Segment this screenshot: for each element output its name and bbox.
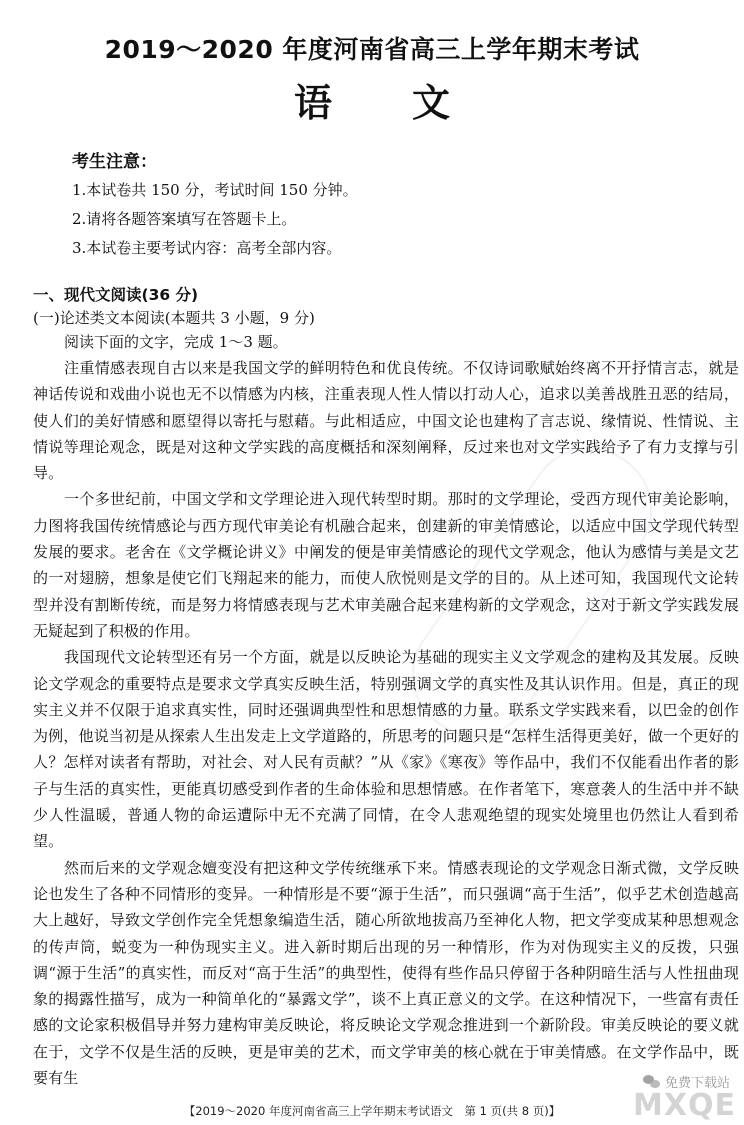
passage-paragraph: 然而后来的文学观念嬗变没有把这种文学传统继承下来。情感表现论的文学观念日渐式微，文学反映论也发生了各种不同情形的变异。一种情形是不要“源于生活”，而只强调“高于生活”，似乎艺术创造越高大上越好，导致文学创作完全凭想象编造生活，随心所欲地拔高乃至神化人物，把文学变成某种思想观念的传声筒，蜕变为一种伪现实主义。进入新时期后出现的另一种情形，作为对伪现实主义的反拨，只强调“源于生活”的真实性，而反对“高于生活”的典型性，使得有些作品只停留于各种阴暗生活与人性扭曲现象的揭露性描写，成为一种简单化的“暴露文学”，谈不上真正意义的文学。在这种情况下，一些富有责任感的文论家积极倡导并努力建构审美反映论，将反映论文学观念推进到一个新阶段。审美反映论的要义就在于，文学不仅是生活的反映，更是审美的艺术，而文学审美的核心就在于审美情感。在文学作品中，既要有生 <box>33 858 739 1088</box>
candidate-notice <box>72 148 672 263</box>
notice-item: 2.请将各题答案填写在答题卡上。 <box>72 210 297 228</box>
section-title: 一、现代文阅读(36 分) <box>33 286 199 304</box>
exam-title: 2019～2020 年度河南省高三上学年期末考试 <box>104 35 640 64</box>
passage-paragraph: 注重情感表现自古以来是我国文学的鲜明特色和优良传统。不仅诗词歌赋始终离不开抒情言志，就是神话传说和戏曲小说也无不以情感为内核，注重表现人性人情以打动人心，追求以美善战胜丑恶的结局，使人们的美好情感和愿望得以寄托与慰藉。与此相适应，中国文论也建构了言志说、缘情说、性情说、主情说等理论观念，既是对这种文学实践的高度概括和深刻阐释，反过来也对文学实践给予了有力支撑与引导。 <box>33 359 739 483</box>
notice-item: 1.本试卷共 150 分，考试时间 150 分钟。 <box>72 181 358 199</box>
section-subtitle: (一)论述类文本阅读(本题共 3 小题，9 分) <box>33 309 315 327</box>
notice-title: 考生注意： <box>72 152 157 172</box>
notice-item: 3.本试卷主要考试内容：高考全部内容。 <box>72 239 342 257</box>
passage-paragraph: 我国现代文论转型还有另一个方面，就是以反映论为基础的现实主义文学观念的建构及其发展。反映论文学观念的重要特点是要求文学真实反映生活，特别强调文学的真实性及其认识作用。但是，真正的现实主义并不仅限于追求真实性，同时还强调典型性和思想情感的力量。联系文学实践来看，以巴金的创作为例，他说当初是从探索人生出发走上文学道路的，所思考的问题只是“怎样生活得更美好，做一个更好的人？怎样对读者有帮助，对社会、对人民有贡献？”从《家》《寒夜》等作品中，我们不仅能看出作者的影子与生活的真实性，更能真切感受到作者的生命体验和思想情感。在作者笔下，寒意袭人的生活中并不缺少人性温暖，普通人物的命运遭际中无不充满了同情，在令人悲观绝望的现实处境里也仍然让人看到希望。 <box>33 648 739 851</box>
brand-watermark: MXQE <box>633 1088 736 1123</box>
page-footer: 【2019～2020 年度河南省高三上学年期末考试语文 第 1 页(共 8 页)】 <box>183 1104 561 1118</box>
section-instruction: 阅读下面的文字，完成 1～3 题。 <box>64 333 288 351</box>
wechat-icon <box>643 1075 661 1089</box>
site-watermark-label: 免费下载站 <box>664 1076 730 1091</box>
passage-paragraph: 一个多世纪前，中国文学和文学理论进入现代转型时期。那时的文学理论，受西方现代审美论影响，力图将我国传统情感论与西方现代审美论有机融合起来，创建新的审美情感论，以适应中国文学现代转型发展的要求。老舍在《文学概论讲义》中阐发的便是审美情感论的现代文学观念，他认为感情与美是文艺的一对翅膀，想象是使它们飞翔起来的能力，而使人欣悦则是文学的目的。从上述可知，我国现代文论转型并没有割断传统，而是努力将情感表现与艺术审美融合起来建构新的文学观念，这对于新文学实践发展无疑起到了积极的作用。 <box>33 490 739 640</box>
reading-section <box>33 284 739 1091</box>
subject-title: 语文 <box>293 81 530 125</box>
